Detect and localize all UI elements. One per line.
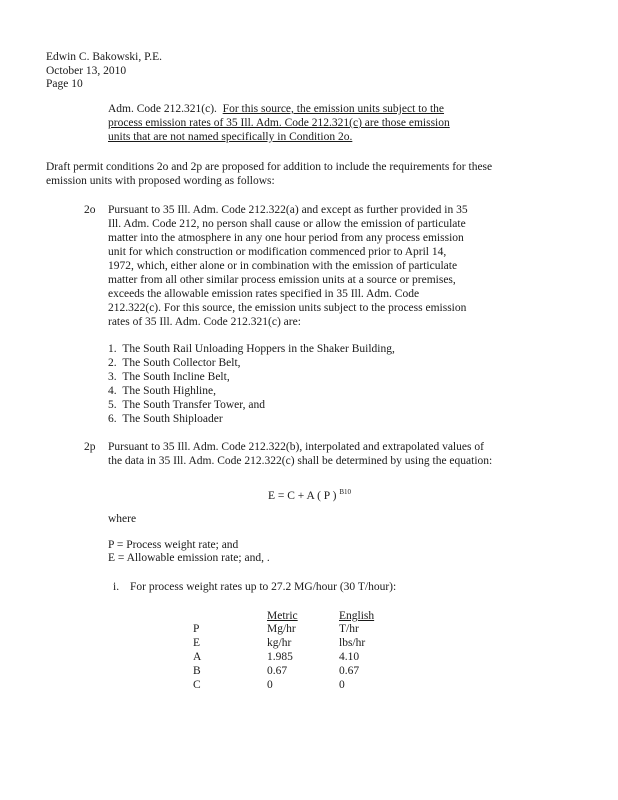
table-row-label: B: [193, 665, 201, 677]
list-item: [108, 342, 395, 356]
table-header-metric: Metric: [267, 610, 298, 622]
table-row-label: C: [193, 679, 201, 691]
list-item-text: The South Rail Unloading Hoppers in the Shaker Building,: [122, 343, 395, 355]
list-item-number: 2.: [108, 357, 117, 369]
list-item: [108, 412, 223, 426]
condition-2o-line: Pursuant to 35 Ill. Adm. Code 212.322(a) and except as further provided in 35: [108, 204, 468, 216]
list-item-text: The South Collector Belt,: [122, 357, 241, 369]
condition-2o-line: rates of 35 Ill. Adm. Code 212.321(c) are:: [108, 316, 301, 328]
table-cell-english: 4.10: [339, 651, 360, 663]
letter-recipient: Edwin C. Bakowski, P.E.: [46, 51, 162, 63]
table-cell-metric: 1.985: [267, 651, 293, 663]
list-item-text: The South Shiploader: [122, 413, 223, 425]
continuation-line-1: [108, 102, 444, 116]
table-cell-english: T/hr: [339, 623, 359, 635]
continuation-line-2: process emission rates of 35 Ill. Adm. Code 212.321(c) are those emission: [108, 117, 450, 129]
condition-2o-label: 2o: [84, 204, 96, 216]
list-item-number: 3.: [108, 371, 117, 383]
table-cell-metric: Mg/hr: [267, 623, 296, 635]
condition-2p-line-2: the data in 35 Ill. Adm. Code 212.322(c) shall be determined by using the equation:: [108, 455, 493, 467]
continuation-plain-text: Adm. Code 212.321(c).: [108, 103, 217, 115]
table-cell-english: 0: [339, 679, 345, 691]
continuation-line-3: units that are not named specifically in Condition 2o.: [108, 131, 353, 143]
list-item-text: The South Highline,: [122, 385, 216, 397]
list-item: [108, 398, 265, 412]
table-cell-metric: kg/hr: [267, 637, 292, 649]
condition-2p-label: 2p: [84, 441, 96, 453]
letter-date: October 13, 2010: [46, 65, 127, 77]
condition-2o-line: 212.322(c). For this source, the emission units subject to the process emission: [108, 302, 467, 314]
condition-2o-line: matter from all other similar process emission units at a source or premises,: [108, 274, 456, 286]
definition-e: E = Allowable emission rate; and, .: [108, 552, 270, 564]
table-cell-english: 0.67: [339, 665, 360, 677]
continuation-underlined-text: For this source, the emission units subject to the: [222, 103, 445, 115]
where-label: where: [108, 513, 137, 525]
intro-line-2: emission units with proposed wording as follows:: [46, 175, 275, 187]
subitem-text: For process weight rates up to 27.2 MG/hour (30 T/hour):: [130, 581, 397, 593]
table-cell-metric: 0.67: [267, 665, 288, 677]
list-item-text: The South Transfer Tower, and: [122, 399, 265, 411]
table-row-label: A: [193, 651, 202, 663]
list-item: [108, 356, 241, 370]
condition-2o-line: 1972, which, either alone or in combination with the emission of particulate: [108, 260, 458, 272]
condition-2o-line: matter into the atmosphere in any one hour period from any process emission: [108, 232, 464, 244]
equation-exponent: B10: [339, 488, 352, 496]
table-row-label: E: [193, 637, 201, 649]
list-item-number: 5.: [108, 399, 117, 411]
table-cell-metric: 0: [267, 679, 273, 691]
table-cell-english: lbs/hr: [339, 637, 366, 649]
list-item-number: 6.: [108, 413, 117, 425]
condition-2o-line: Ill. Adm. Code 212, no person shall cause or allow the emission of particulate: [108, 218, 466, 230]
table-header-english: English: [339, 610, 375, 622]
equation-text: E = C + A ( P ): [268, 489, 337, 502]
list-item: [108, 370, 230, 384]
page-number: Page 10: [46, 78, 83, 90]
condition-2p-line-1: Pursuant to 35 Ill. Adm. Code 212.322(b), interpolated and extrapolated values of: [108, 441, 484, 453]
subitem-number: i.: [113, 581, 120, 593]
list-item-number: 1.: [108, 343, 117, 355]
table-row-label: P: [193, 623, 200, 635]
list-item-number: 4.: [108, 385, 117, 397]
condition-2o-line: exceeds the allowable emission rates specified in 35 Ill. Adm. Code: [108, 288, 420, 300]
intro-line-1: Draft permit conditions 2o and 2p are proposed for addition to include the requirements for these: [46, 161, 493, 173]
list-item-text: The South Incline Belt,: [122, 371, 230, 383]
definition-p: P = Process weight rate; and: [108, 539, 239, 551]
condition-2o-line: unit for which construction or modification commenced prior to April 14,: [108, 246, 447, 258]
list-item: [108, 384, 216, 398]
emission-equation: [268, 485, 351, 503]
